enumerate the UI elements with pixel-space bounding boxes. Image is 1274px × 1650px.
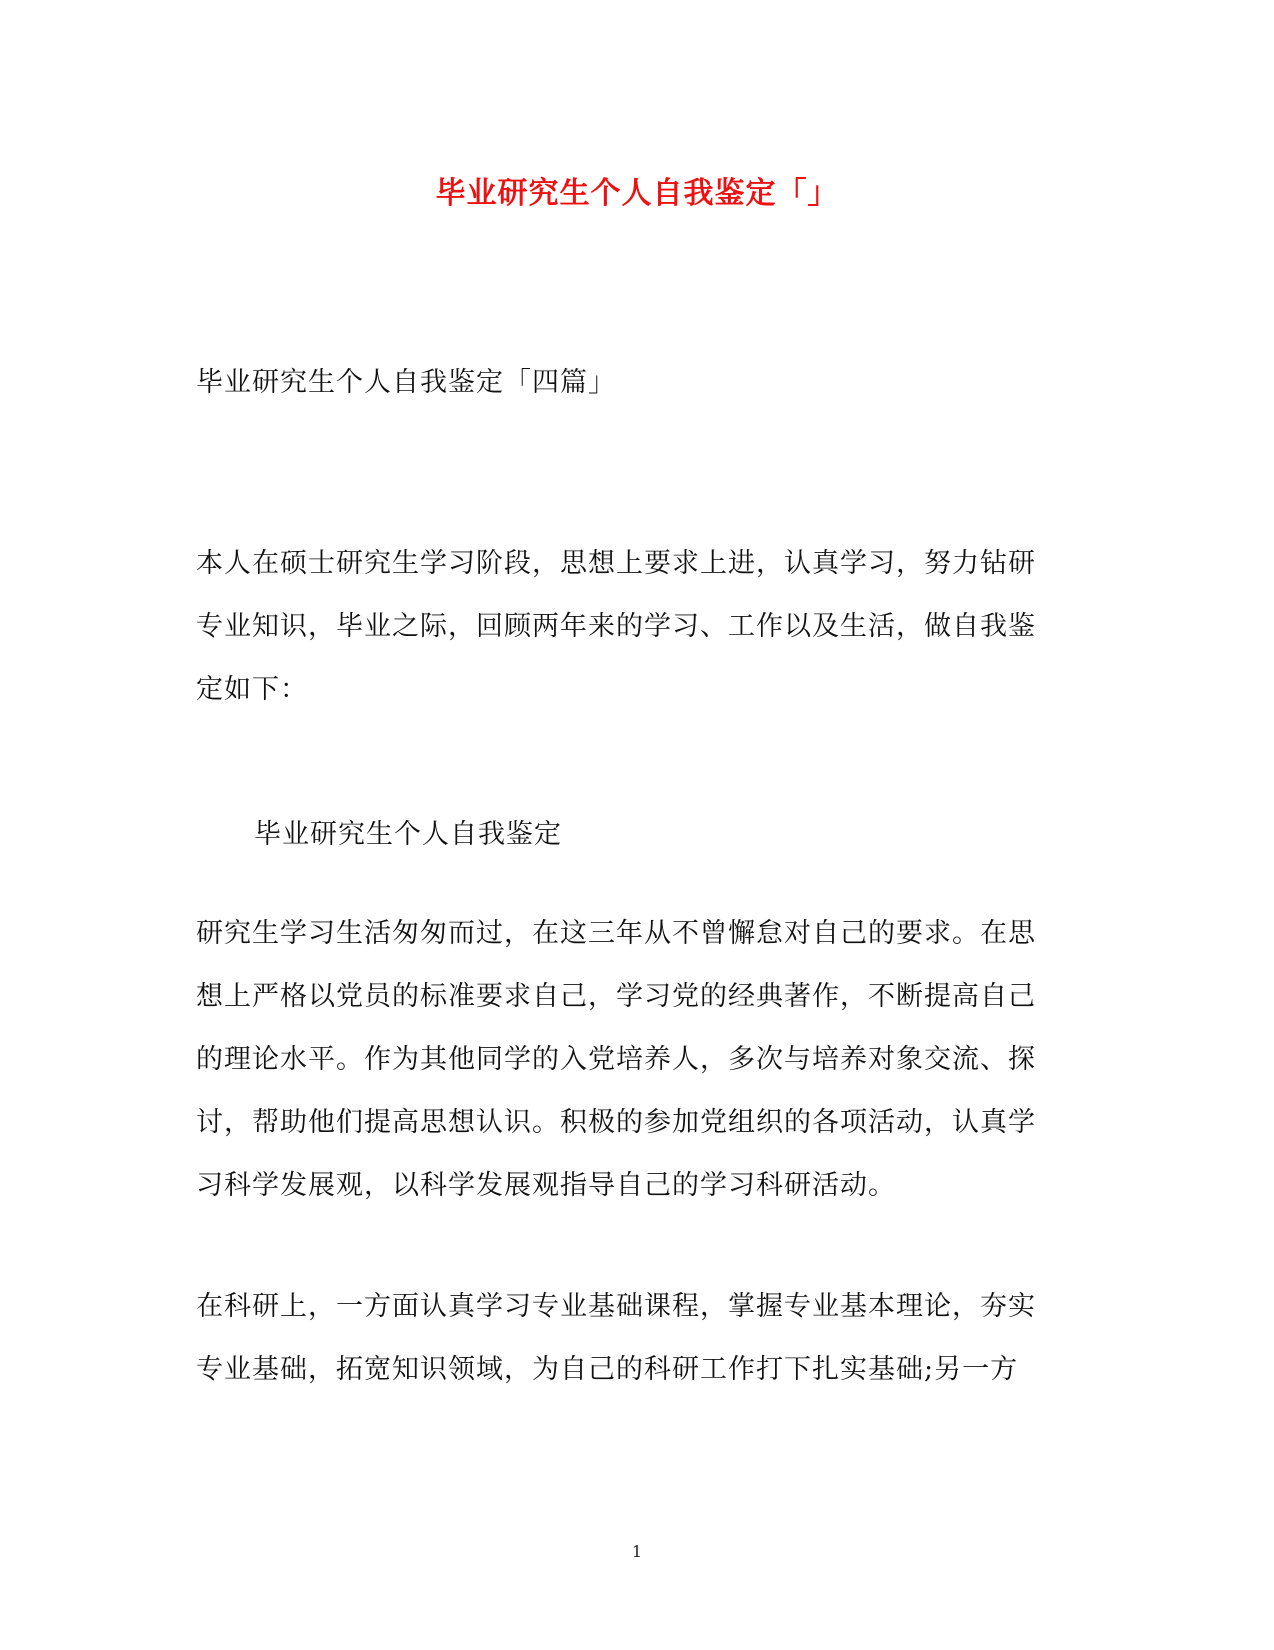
document-title: 毕业研究生个人自我鉴定「」	[435, 176, 839, 211]
paragraph-line: 习科学发展观，以科学发展观指导自己的学习科研活动。	[196, 1170, 896, 1201]
section-heading: 毕业研究生个人自我鉴定	[254, 819, 562, 850]
paragraph-line: 专业基础，拓宽知识领域，为自己的科研工作打下扎实基础;另一方	[196, 1354, 1019, 1385]
paragraph-line: 在科研上，一方面认真学习专业基础课程，掌握专业基本理论，夯实	[196, 1291, 1036, 1322]
paragraph-2	[196, 1275, 1076, 1401]
paragraph-line: 讨，帮助他们提高思想认识。积极的参加党组织的各项活动，认真学	[196, 1107, 1036, 1138]
intro-line: 本人在硕士研究生学习阶段，思想上要求上进，认真学习，努力钻研	[196, 548, 1036, 579]
intro-line: 专业知识，毕业之际，回顾两年来的学习、工作以及生活，做自我鉴	[196, 611, 1036, 642]
paragraph-line: 的理论水平。作为其他同学的入党培养人，多次与培养对象交流、探	[196, 1044, 1036, 1075]
page-number: 1	[631, 1542, 643, 1561]
paragraph-1	[196, 902, 1076, 1217]
intro-line: 定如下：	[196, 674, 308, 705]
paragraph-line: 想上严格以党员的标准要求自己，学习党的经典著作，不断提高自己	[196, 981, 1036, 1012]
intro-paragraph	[196, 532, 1076, 721]
paragraph-line: 研究生学习生活匆匆而过，在这三年从不曾懈怠对自己的要求。在思	[196, 918, 1036, 949]
document-subtitle: 毕业研究生个人自我鉴定「四篇」	[196, 367, 616, 398]
